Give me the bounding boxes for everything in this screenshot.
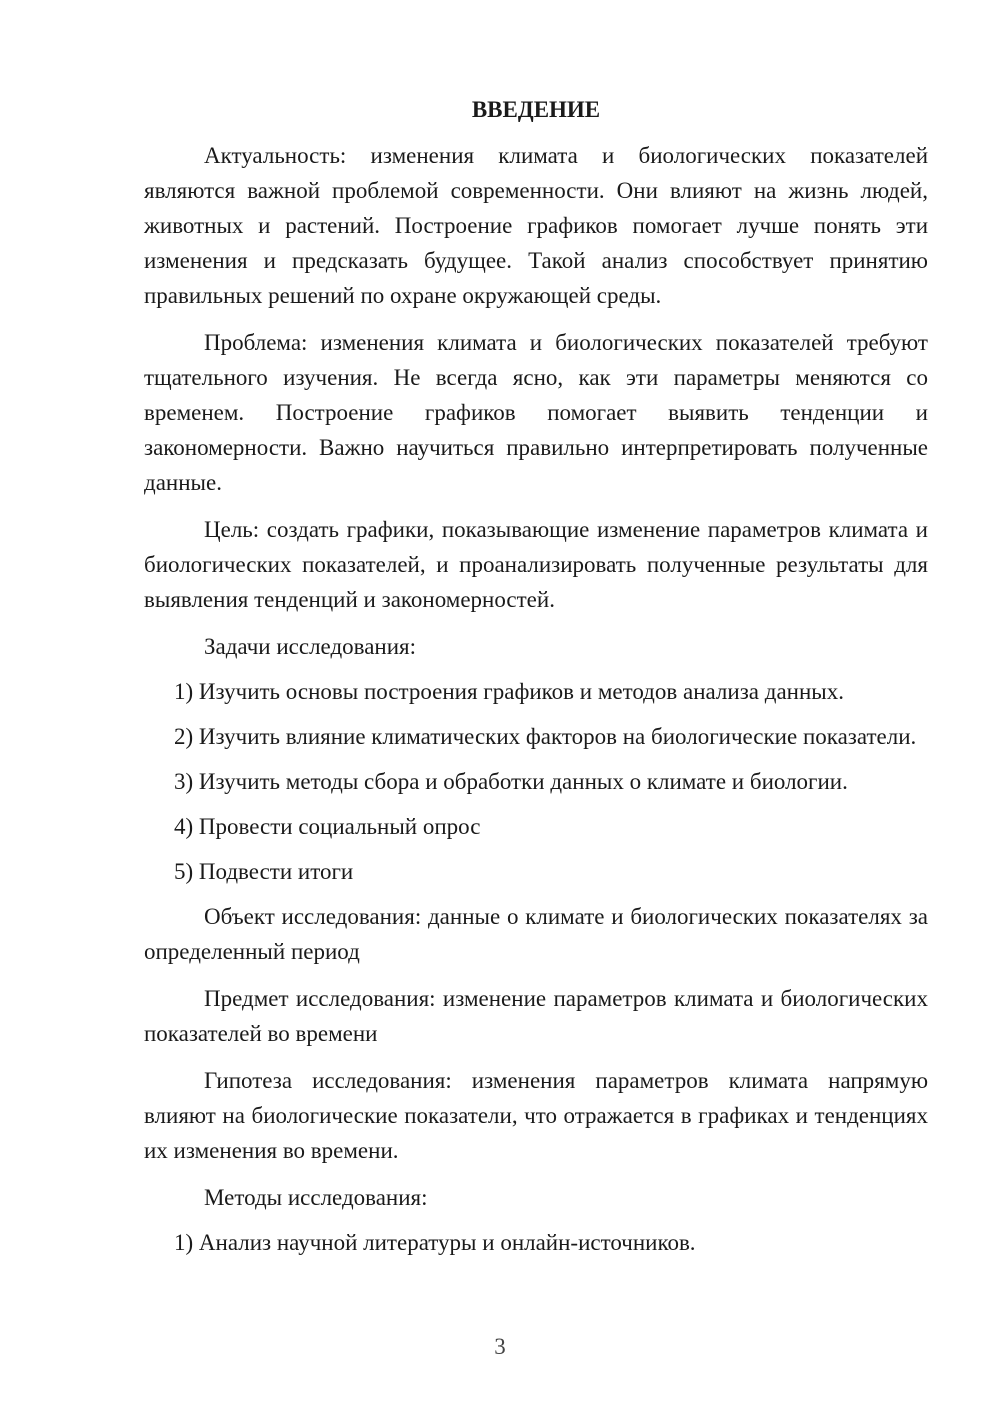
section-title: ВВЕДЕНИЕ: [471, 97, 601, 122]
paragraph-subject: Предмет исследования: изменение параметров климата и биологических показателей во времени: [144, 986, 928, 1046]
paragraph-object: Объект исследования: данные о климате и биологических показателях за определенный период: [144, 904, 928, 964]
task-item: 5) Подвести итоги: [174, 859, 354, 884]
task-item: 2) Изучить влияние климатических факторов на биологические показатели.: [174, 724, 917, 749]
tasks-label: Задачи исследования:: [204, 634, 417, 659]
methods-label: Методы исследования:: [204, 1185, 428, 1210]
task-item: 4) Провести социальный опрос: [174, 814, 481, 839]
task-item: 1) Изучить основы построения графиков и методов анализа данных.: [174, 679, 844, 704]
paragraph-problem: Проблема: изменения климата и биологических показателей требуют тщательного изучения. Не всегда ясно, как эти параметры меняются со временем. Построение графиков помогает выявить тенденции и закономерности. Важно научиться правильно интерпретировать полученные данные.: [144, 330, 928, 495]
paragraph-relevance: Актуальность: изменения климата и биологических показателей являются важной проблемой современности. Они влияют на жизнь людей, животных и растений. Построение графиков помогает лучше понять эти изменения и предсказать будущее. Такой анализ способствует принятию правильных решений по охране окружающей среды.: [144, 143, 928, 308]
paragraph-hypothesis: Гипотеза исследования: изменения параметров климата напрямую влияют на биологические показатели, что отражается в графиках и тенденциях их изменения во времени.: [144, 1068, 928, 1163]
page-number: 3: [494, 1334, 506, 1359]
task-item: 3) Изучить методы сбора и обработки данных о климате и биологии.: [174, 769, 848, 794]
page-content: [144, 92, 928, 1270]
method-item: 1) Анализ научной литературы и онлайн-источников.: [174, 1230, 696, 1255]
paragraph-goal: Цель: создать графики, показывающие изменение параметров климата и биологических показателей, и проанализировать полученные результаты для выявления тенденций и закономерностей.: [144, 517, 928, 612]
